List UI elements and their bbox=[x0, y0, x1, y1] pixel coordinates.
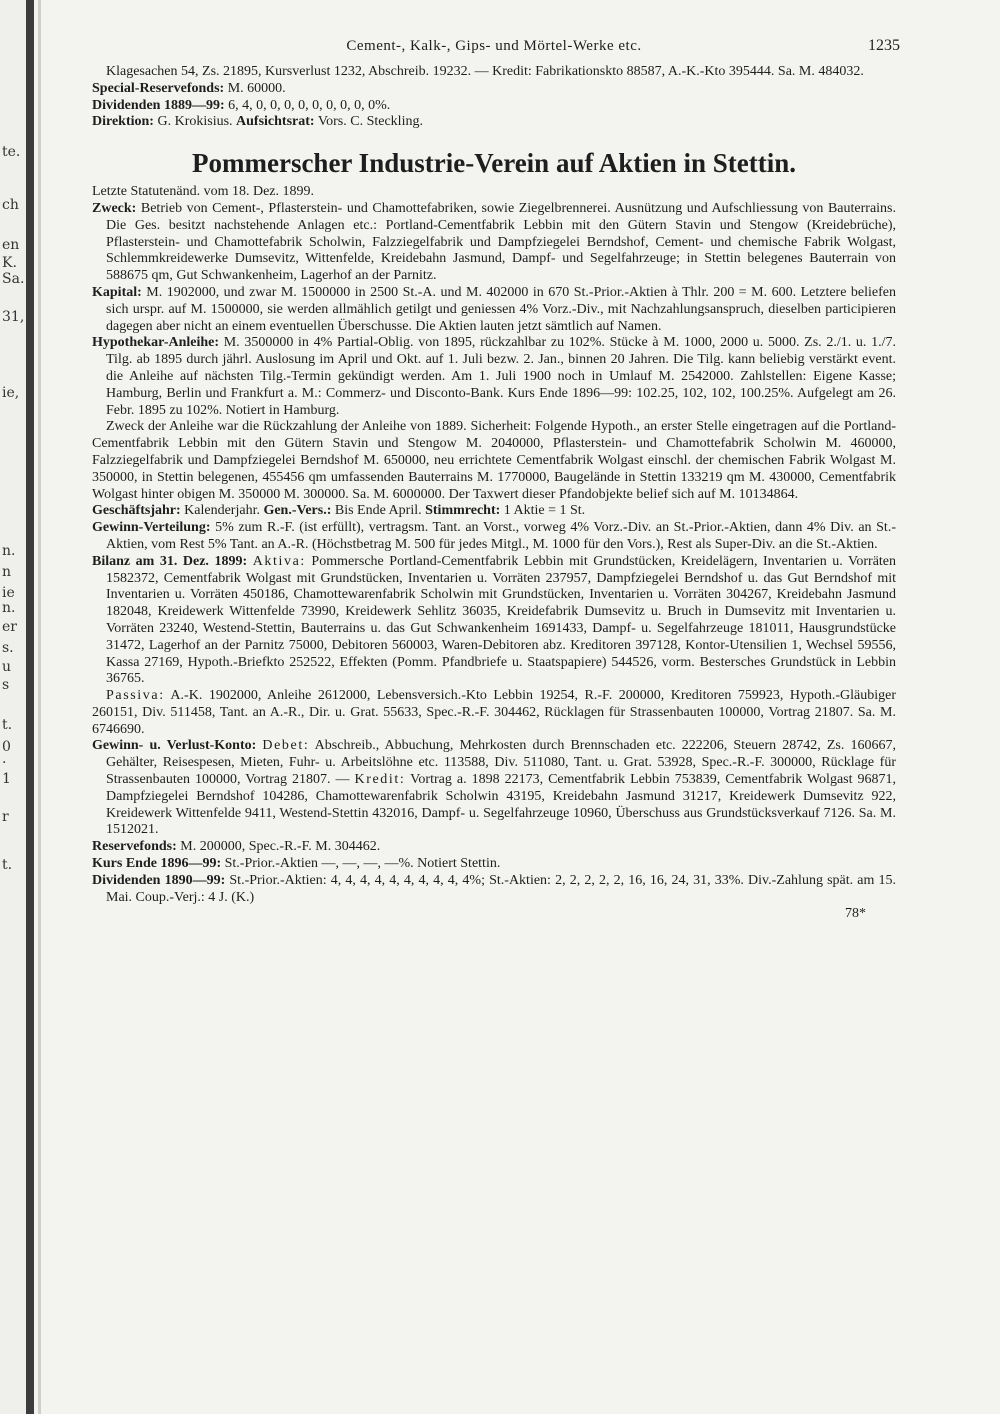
margin-fragment: n. bbox=[2, 543, 16, 559]
margin-fragment: r bbox=[2, 809, 9, 825]
margin-fragment: 0 bbox=[2, 739, 11, 755]
margin-fragment: Sa. bbox=[2, 271, 25, 287]
reserve-fund-section: Reservefonds: M. 200000, Spec.-R.-F. M. 304462. bbox=[92, 839, 381, 855]
signature-mark: 78* bbox=[845, 906, 866, 922]
margin-fragment: ie bbox=[2, 585, 15, 601]
margin-fragment: er bbox=[2, 619, 17, 635]
balance-sheet-passiva: Passiva: A.-K. 1902000, Anleihe 2612000, Lebensversich.-Kto Lebbin 19254, R.-F. 200000, Kreditoren 759923, Hypoth.-Gläubiger 260151, Div. 511458, Tant. an A.-R., Dir. u. Grat. 55633, Spec.-R.-F. 304462, Rücklagen für Strassenbauten 100000, Vortrag 21807. Sa. M. 6746690. bbox=[92, 688, 896, 737]
balance-sheet-aktiva: Bilanz am 31. Dez. 1899: Aktiva: Pommersche Portland-Cementfabrik Lebbin mit Grundstücken, Kreidelägern, Inventarien u. Vorräten 1582372, Cementfabrik Wolgast mit Grundstücken, Inventarien u. Vorräten 237957, Dampfziegelei Berndshof u. das Gut Berndshof mit Inventarien u. Vorräten 450186, Chamottewarenfabrik Scholwin mit Grundstücken, Inventarien u. Vorräten 304267, Kreidebahn Jasmund 182048, Kreidewerk Wittenfelde 73990, Kreidewerk Sehlitz 36035, Kreidefabrik Dumsevitz u. Bruch in Dumsevitz mit Inventarien u. Vorräten 23240, Westend-Stettin, Bauterrains u. das Gut Schwankenheim 1691433, Dampf- u. Segelfahrzeuge 181011, Hausgrundstücke 31472, Lagerhof an der Parnitz 75000, Debitoren 560003, Waren-Debitoren abz. Kreditoren 397128, Kontor-Utensilien 1, Wechsel 59556, Kassa 27169, Hypoth.-Briefkto 252522, Effekten (Pomm. Pfandbriefe u. Staatspapiere) 544526, vorm. Bestersches Grundstück in Lebbin 36765. bbox=[92, 553, 897, 687]
margin-fragment: te. bbox=[2, 144, 21, 160]
margin-fragment: 1 bbox=[2, 771, 11, 787]
share-price-section: Kurs Ende 1896—99: St.-Prior.-Aktien —, —, —, —%. Notiert Stettin. bbox=[92, 856, 501, 872]
previous-entry bbox=[92, 64, 896, 131]
capital-section: Kapital: M. 1902000, und zwar M. 1500000 in 2500 St.-A. und M. 402000 in 670 St.-Prior.-Aktien à Thlr. 200 = M. 600. Letztere beliefen sich urspr. auf M. 1500000, sie werden allmählich getilgt und geniessen 4% Vorz.-Div., mit Nachzahlungsanspruch, dieselben participieren dagegen aber nicht an einem eventuellen Überschusse. Die Aktien lauten jetzt sämtlich auf Namen. bbox=[92, 284, 896, 334]
profit-loss-section: Gewinn- u. Verlust-Konto: Debet: Abschreib., Abbuchung, Mehrkosten durch Brennschaden etc. 222206, Steuern 28742, Zs. 160667, Gehälter, Reisespesen, Mieten, Fuhr- u. Arbeitslöhne etc. 113588, Div. 511080, Tant. u. Grat. 53928, Spec.-R.-F. 300000, Rücklage für Strassenbauten 100000, Vortrag 21807. — Kredit: Vortrag a. 1898 22173, Cementfabrik Lebbin 753839, Cementfabrik Wolgast 96871, Dampfziegelei Berndshof 104286, Chamottewarenfabrik Scholwin 43195, Kreidebahn Jasmund 31217, Kreidewerk Dumsevitz 922, Kreidewerk Wittenfelde 9411, Westend-Stettin 432016, Dampf- u. Segelfahrzeuge 10960, Überschuss aus Grundstücksverkauf 7126. Sa. M. 1512021. bbox=[92, 738, 896, 838]
margin-fragment: n. bbox=[2, 600, 16, 616]
prev-direction: Direktion: G. Krokisius. Aufsichtsrat: Vors. C. Steckling. bbox=[92, 114, 423, 130]
margin-fragment: t. bbox=[2, 717, 13, 733]
margin-fragment: t. bbox=[2, 857, 13, 873]
prev-entry-text: Klagesachen 54, Zs. 21895, Kursverlust 1232, Abschreib. 19232. — Kredit: Fabrikationskto 88587, A.-K.-Kto 395444. Sa. M. 484032. bbox=[106, 64, 864, 79]
left-page-edge bbox=[0, 0, 34, 1414]
margin-fragment: K. bbox=[2, 255, 17, 271]
statute-change: Letzte Statutenänd. vom 18. Dez. 1899. bbox=[92, 184, 314, 200]
page-number: 1235 bbox=[868, 37, 900, 54]
dividends-section: Dividenden 1890—99: St.-Prior.-Aktien: 4, 4, 4, 4, 4, 4, 4, 4, 4, 4%; St.-Aktien: 2, 2, 2, 2, 2, 16, 16, 24, 31, 33%. Div.-Zahlung spät. am 15. Mai. Coup.-Verj.: 4 J. (K.) bbox=[92, 872, 896, 905]
prev-reserve: Special-Reservefonds: M. 60000. bbox=[92, 80, 286, 96]
page-gutter bbox=[26, 0, 34, 1414]
margin-fragment: ch bbox=[2, 197, 19, 213]
margin-fragment: ie, bbox=[2, 385, 20, 401]
running-header bbox=[92, 37, 900, 64]
margin-fragment: en bbox=[2, 237, 20, 253]
page-content bbox=[92, 37, 900, 923]
running-title: Cement-, Kalk-, Gips- und Mörtel-Werke etc. bbox=[346, 38, 642, 54]
prev-dividends: Dividenden 1889—99: 6, 4, 0, 0, 0, 0, 0, 0, 0, 0, 0%. bbox=[92, 97, 391, 113]
margin-fragment: u bbox=[2, 659, 12, 675]
margin-fragment: s bbox=[2, 677, 10, 693]
mortgage-loan-purpose: Zweck der Anleihe war die Rückzahlung der Anleihe von 1889. Sicherheit: Folgende Hypoth., an erster Stelle eingetragen auf die Portland-Cementfabrik Lebbin mit den Gütern Stavin und Stengow M. 2040000, Pflasterstein- und Chamottefabrik Scholwin M. 460000, Falzziegelfabrik und Dampfziegelei Berndshof M. 650000, neu errichtete Cementfabrik Wolgast einschl. der chemischen Fabrik Wolgast M. 350000, in Stettin belegenen, 455456 qm umfassenden Bauterrains M. 1770000, Baugelände in Stettin 133219 qm M. 430000, Cementfabrik Wolgast hinter obigen M. 350000 M. 300000. Sa. M. 6000000. Der Taxwert dieser Pfandobjekte belief sich auf M. 10134864. bbox=[92, 419, 896, 502]
purpose-section: Zweck: Betrieb von Cement-, Pflasterstein- und Chamottefabriken, sowie Ziegelbrennerei. Ausnützung und Aufschliessung von Bauterrains. Die Ges. besitzt nachstehende Anlagen etc.: Portland-Cementfabrik Lebbin mit den Gütern Stavin und Stengow (Kreidebrüche), Pflasterstein- und Chamottefabrik Scholwin, Falzziegelfabrik und Dampfziegelei Berndshof, Cement- und chemische Fabrik Wolgast, Schlemmkreidewerke Dumsevitz, Wittenfelde, Kreidebahn Jasmund, Dampf- und Segelfahrzeuge; in Stettin belegenes Bauterrain von 588675 qm, Gut Schwankenheim, Lagerhof an der Parnitz. bbox=[92, 200, 896, 284]
fiscal-year-section: Geschäftsjahr: Kalenderjahr. Gen.-Vers.: Bis Ende April. Stimmrecht: 1 Aktie = 1 St. bbox=[92, 503, 586, 519]
profit-distribution-section: Gewinn-Verteilung: 5% zum R.-F. (ist erfüllt), vertragsm. Tant. an Vorst., vorweg 4% Vorz.-Div. an St.-Prior.-Aktien, dann 4% Div. an St.-Aktien, vom Rest 5% Tant. an A.-R. (Höchstbetrag M. 500 für jedes Mitgl., M. 1000 für den Vors.), Rest als Super-Div. an die St.-Aktien. bbox=[92, 520, 896, 552]
company-title: Pommerscher Industrie-Verein auf Aktien in Stettin. bbox=[192, 148, 796, 179]
margin-fragment: n bbox=[2, 564, 12, 580]
margin-fragment: s. bbox=[2, 640, 14, 656]
margin-fragment: 31, bbox=[2, 309, 25, 325]
company-entry bbox=[92, 184, 896, 906]
mortgage-loan-section: Hypothekar-Anleihe: M. 3500000 in 4% Partial-Oblig. von 1895, rückzahlbar zu 102%. Stücke à M. 1000, 2000 u. 5000. Zs. 2./1. u. 1./7. Tilg. ab 1895 durch jährl. Auslosung im April und Okt. auf 1. Juli bezw. 2. Jan., binnen 20 Jahren. Die Tilg. kann beliebig verstärkt event. die Anleihe auf nächsten Tilg.-Termin gekündigt werden. Am 1. Juli 1900 noch in Umlauf M. 2542000. Zahlstellen: Eigene Kasse; Hamburg, Berlin und Frankfurt a. M.: Commerz- und Disconto-Bank. Kurs Ende 1896—99: 102.25, 102, 102, 100.25%. Aufgelegt am 26. Febr. 1895 zu 102%. Notiert in Hamburg. bbox=[92, 335, 896, 418]
margin-fragment: · bbox=[2, 755, 7, 771]
